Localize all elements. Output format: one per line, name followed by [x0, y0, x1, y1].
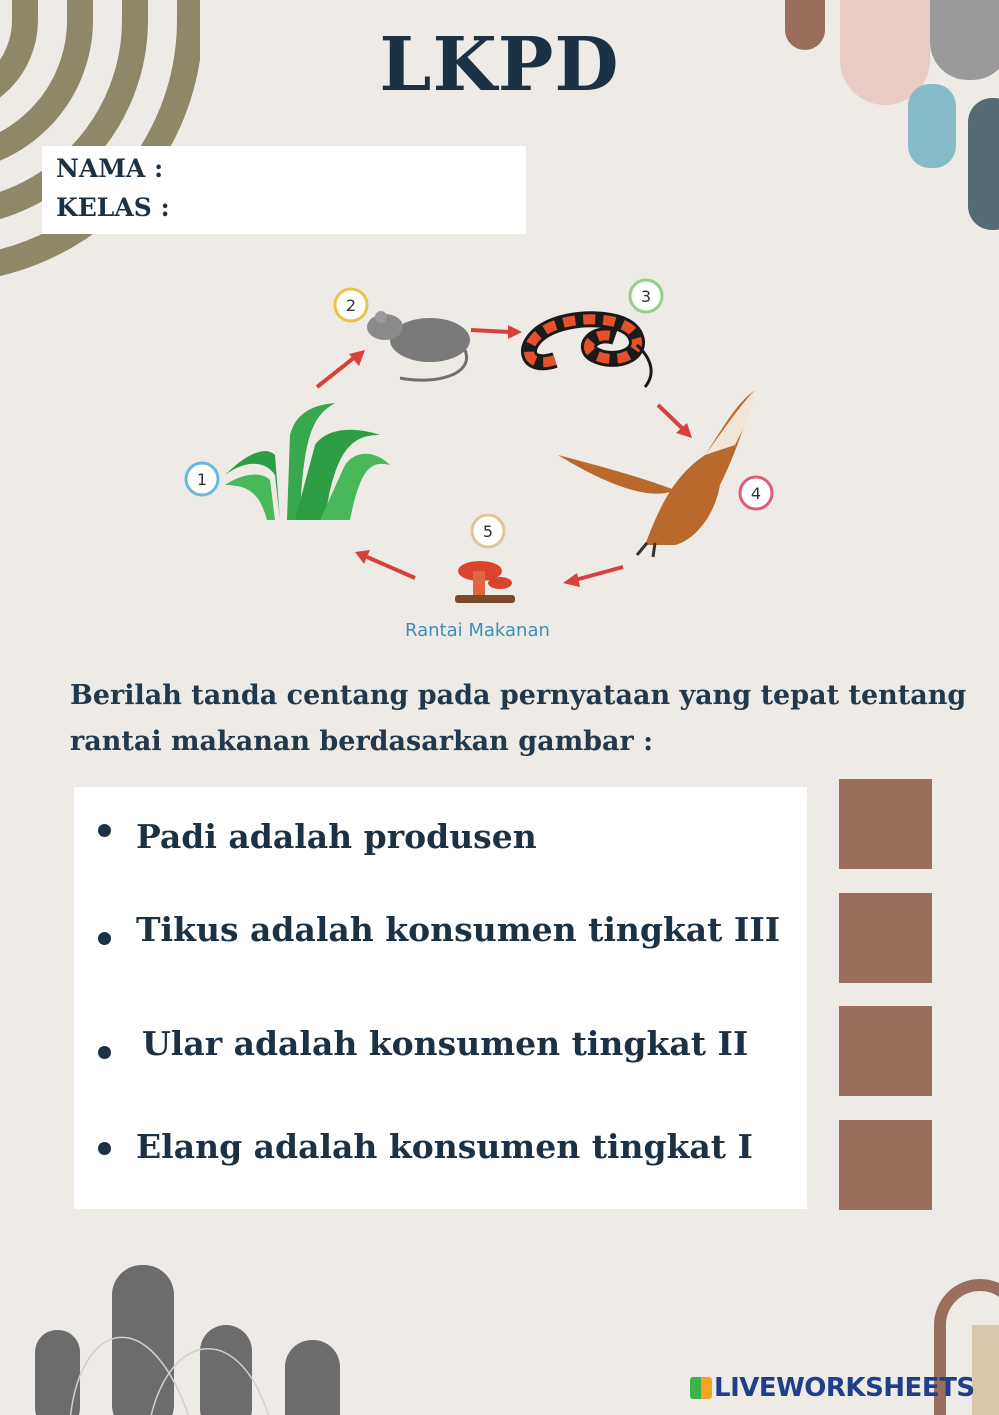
grass-icon: [225, 403, 390, 520]
bullet-icon: [98, 824, 111, 837]
arrow-rat-to-snake: [471, 325, 522, 339]
instruction-text: Berilah tanda centang pada pernyataan yang tepat tentang rantai makanan berdasarkan gambar :: [70, 680, 967, 757]
eagle-icon: [558, 390, 755, 557]
class-label: KELAS :: [56, 193, 170, 222]
badge-5: [472, 515, 504, 547]
statement-text: Elang adalah konsumen tingkat I: [136, 1127, 753, 1166]
answer-checkbox-1[interactable]: [839, 779, 932, 869]
arrow-mushroom-to-grass: [355, 550, 415, 578]
statement-text: Ular adalah konsumen tingkat II: [142, 1024, 749, 1063]
statement-list: [74, 787, 807, 1209]
arrow-snake-to-eagle: [658, 405, 692, 438]
badge-1-number: 1: [196, 470, 208, 489]
badge-1: [186, 463, 218, 495]
arrow-eagle-to-mushroom: [563, 567, 623, 587]
snake-icon: [529, 319, 651, 387]
badge-4-number: 4: [750, 484, 762, 503]
liveworksheets-logo-icon: [690, 1377, 712, 1399]
statement-text: Padi adalah produsen: [136, 817, 537, 856]
badge-2: [335, 289, 367, 321]
badge-4: [740, 477, 772, 509]
badge-2-number: 2: [345, 296, 357, 315]
identity-box: [42, 146, 526, 234]
badge-3-number: 3: [640, 287, 652, 306]
mushroom-icon: [455, 561, 515, 603]
liveworksheets-brand: [690, 1373, 975, 1403]
rat-icon: [367, 311, 470, 380]
name-label: NAMA :: [56, 154, 164, 183]
bullet-icon: [98, 1142, 111, 1155]
answer-checkbox-4[interactable]: [839, 1120, 932, 1210]
answer-checkbox-3[interactable]: [839, 1006, 932, 1096]
bullet-icon: [98, 1046, 111, 1059]
food-chain-diagram: [175, 275, 795, 620]
statement-text: Tikus adalah konsumen tingkat III: [136, 910, 781, 949]
answer-checkbox-2[interactable]: [839, 893, 932, 983]
decor-bottom-left-shapes: [0, 1260, 360, 1415]
bullet-icon: [98, 932, 111, 945]
arrow-grass-to-rat: [317, 350, 365, 387]
badge-3: [630, 280, 662, 312]
page-title: LKPD: [379, 22, 620, 108]
diagram-caption: Rantai Makanan: [405, 620, 550, 641]
badge-5-number: 5: [482, 522, 494, 541]
brand-text: LIVEWORKSHEETS: [714, 1373, 975, 1403]
